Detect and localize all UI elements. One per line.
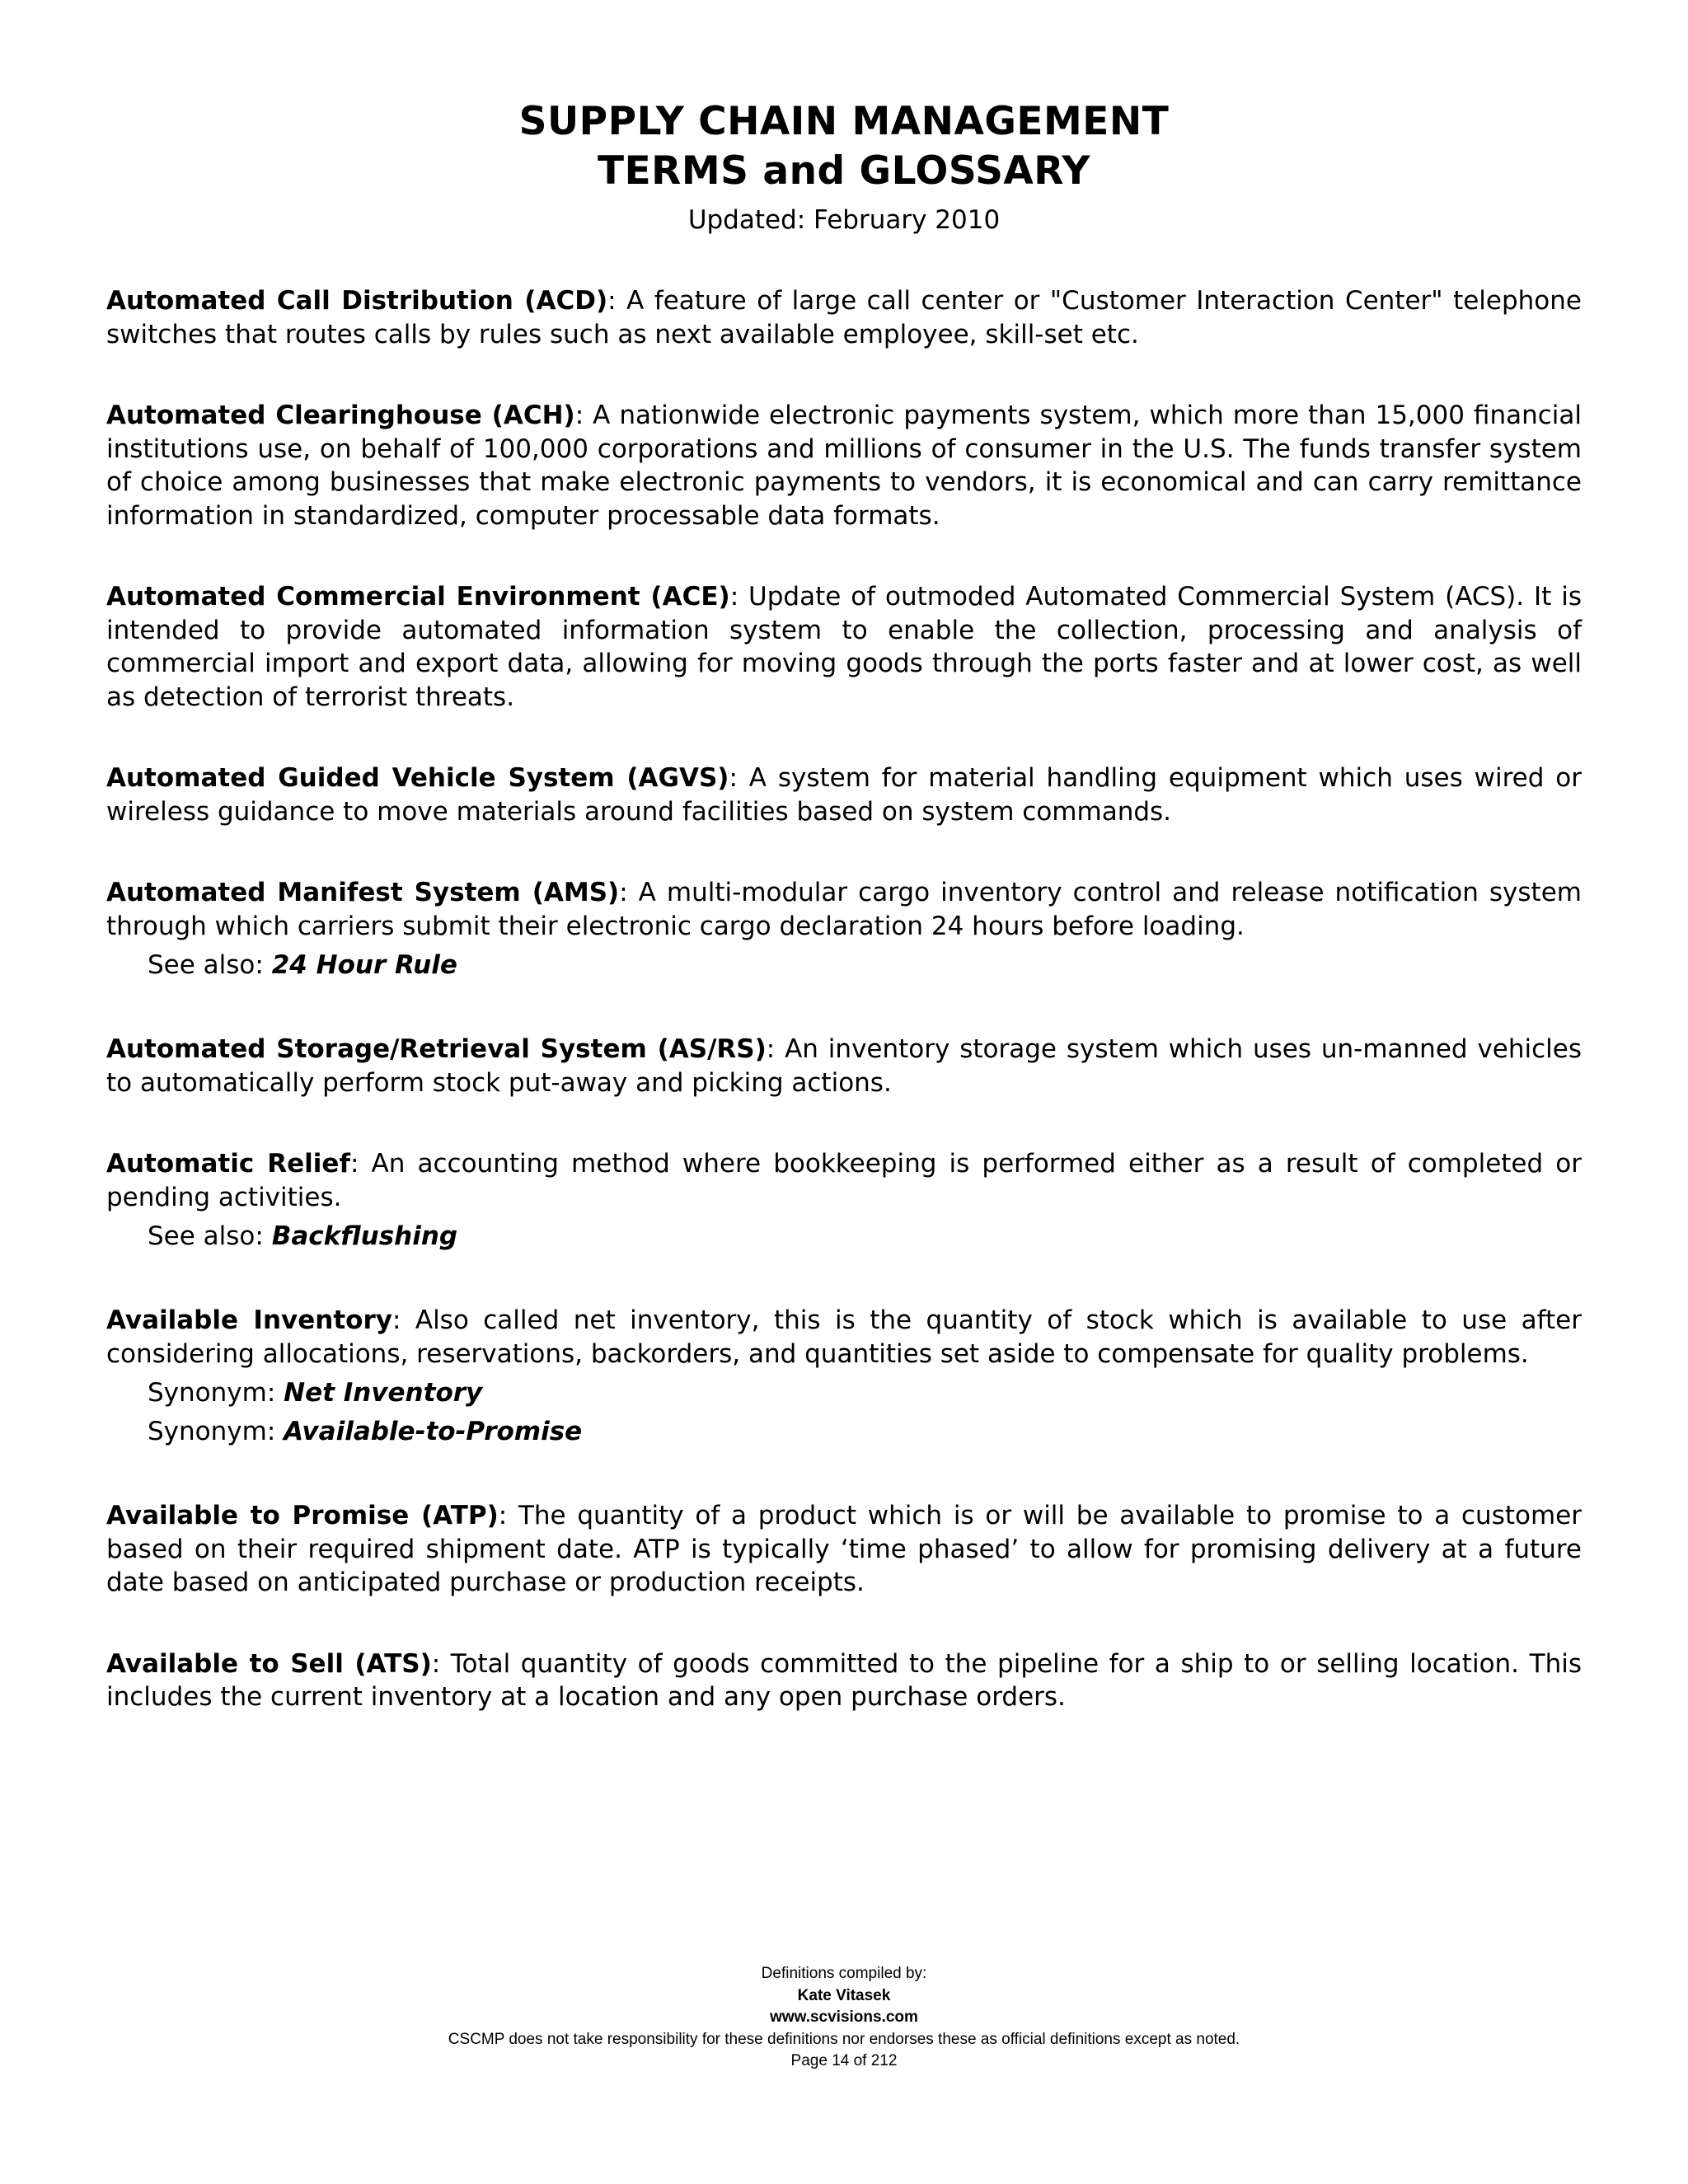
entry-definition (106, 1033, 1582, 1099)
entry-term: Automated Manifest System (AMS) (106, 878, 620, 907)
entry-text: : A feature of large call center or "Customer Interaction Center" telephone switches that routes calls by rules such as next available employee, skill-set etc. (106, 286, 1582, 349)
synonym-reference (148, 1374, 1582, 1413)
entry-definition (106, 876, 1582, 943)
entry-term: Automated Storage/Retrieval System (AS/RS) (106, 1034, 767, 1064)
reference-label: See also: (148, 950, 272, 980)
entry-text: : A nationwide electronic payments system, which more than 15,000 financial institutions use, on behalf of 100,000 corporations and millions of consumer in the U.S. The funds transfer system of choice among businesses that make electronic payments to vendors, it is economical and can carry remittance information in standardized, computer processable data formats. (106, 401, 1582, 531)
entry-term: Available to Sell (ATS) (106, 1648, 432, 1679)
entry-text: : A system for material handling equipment which uses wired or wireless guidance to move materials around facilities based on system commands. (106, 763, 1582, 827)
reference-label: See also: (148, 1221, 272, 1251)
reference-label: Synonym: (148, 1378, 284, 1408)
glossary-entries (106, 284, 1582, 1762)
glossary-entry (106, 876, 1582, 985)
document-title-line-1: SUPPLY CHAIN MANAGEMENT (518, 99, 1170, 144)
footer-page-number: Page 14 of 212 (790, 2052, 898, 2069)
entry-definition (106, 1304, 1582, 1371)
entry-text: : A multi-modular cargo inventory control and release notification system through which carriers submit their electronic cargo declaration 24 hours before loading. (106, 878, 1582, 941)
reference-label: Synonym: (148, 1417, 284, 1446)
footer-author: Kate Vitasek (797, 1986, 891, 2004)
entry-definition (106, 1499, 1582, 1600)
entry-term: Available Inventory (106, 1305, 392, 1335)
entry-term: Automated Call Distribution (ACD) (106, 286, 608, 316)
see-also-reference (148, 1217, 1582, 1256)
reference-term-link[interactable]: Backflushing (271, 1221, 458, 1251)
entry-definition (106, 580, 1582, 714)
reference-term-link[interactable]: Net Inventory (284, 1378, 483, 1408)
entry-text: : Also called net inventory, this is the quantity of stock which is available to use after considering allocations, reservations, backorders, and quantities set aside to compensate for quality problems. (106, 1305, 1582, 1369)
reference-term-link[interactable]: Available-to-Promise (284, 1417, 583, 1446)
entry-definition (106, 1647, 1582, 1714)
glossary-entry (106, 580, 1582, 714)
entry-text: : An accounting method where bookkeeping is performed either as a result of completed or pending activities. (106, 1149, 1582, 1212)
glossary-entry (106, 762, 1582, 828)
entry-text: : Total quantity of goods committed to the pipeline for a ship to or selling location. This includes the current inventory at a location and any open purchase orders. (106, 1648, 1582, 1712)
glossary-entry (106, 1147, 1582, 1256)
page-footer (0, 1963, 1688, 2073)
entry-term: Automatic Relief (106, 1149, 350, 1179)
updated-date: Updated: February 2010 (687, 205, 1001, 235)
entry-definition (106, 284, 1582, 351)
glossary-entry (106, 284, 1582, 351)
glossary-entry (106, 1033, 1582, 1099)
glossary-entry (106, 1304, 1582, 1451)
entry-term: Automated Clearinghouse (ACH) (106, 401, 575, 430)
footer-website-link[interactable]: www.scvisions.com (770, 2008, 918, 2026)
entry-text: : The quantity of a product which is or will be available to promise to a customer based on their required shipment date. ATP is typically ‘time phased’ to allow for promising delivery at a future date based on anticipated purchase or production receipts. (106, 1501, 1582, 1597)
footer-disclaimer: CSCMP does not take responsibility for these definitions nor endorses these as official definitions except as noted. (448, 2030, 1240, 2048)
footer-compiled-by: Definitions compiled by: (761, 1965, 927, 1982)
entry-text: : Update of outmoded Automated Commercial System (ACS). It is intended to provide automated information system to enable the collection, processing and analysis of commercial import and export data, allowing for moving goods through the ports faster and at lower cost, as well as detection of terrorist threats. (106, 582, 1582, 712)
document-header (0, 97, 1688, 237)
reference-term-link[interactable]: 24 Hour Rule (271, 950, 457, 980)
entry-definition (106, 762, 1582, 828)
entry-term: Automated Guided Vehicle System (AGVS) (106, 763, 729, 793)
synonym-reference (148, 1413, 1582, 1451)
entry-term: Available to Promise (ATP) (106, 1501, 499, 1530)
glossary-entry (106, 1647, 1582, 1714)
entry-definition (106, 1147, 1582, 1214)
see-also-reference (148, 946, 1582, 985)
document-title-line-2: TERMS and GLOSSARY (598, 148, 1090, 194)
glossary-entry (106, 399, 1582, 532)
entry-term: Automated Commercial Environment (ACE) (106, 582, 730, 612)
entry-definition (106, 399, 1582, 532)
entry-text: : An inventory storage system which uses un-manned vehicles to automatically perform stock put-away and picking actions. (106, 1034, 1582, 1098)
glossary-entry (106, 1499, 1582, 1600)
